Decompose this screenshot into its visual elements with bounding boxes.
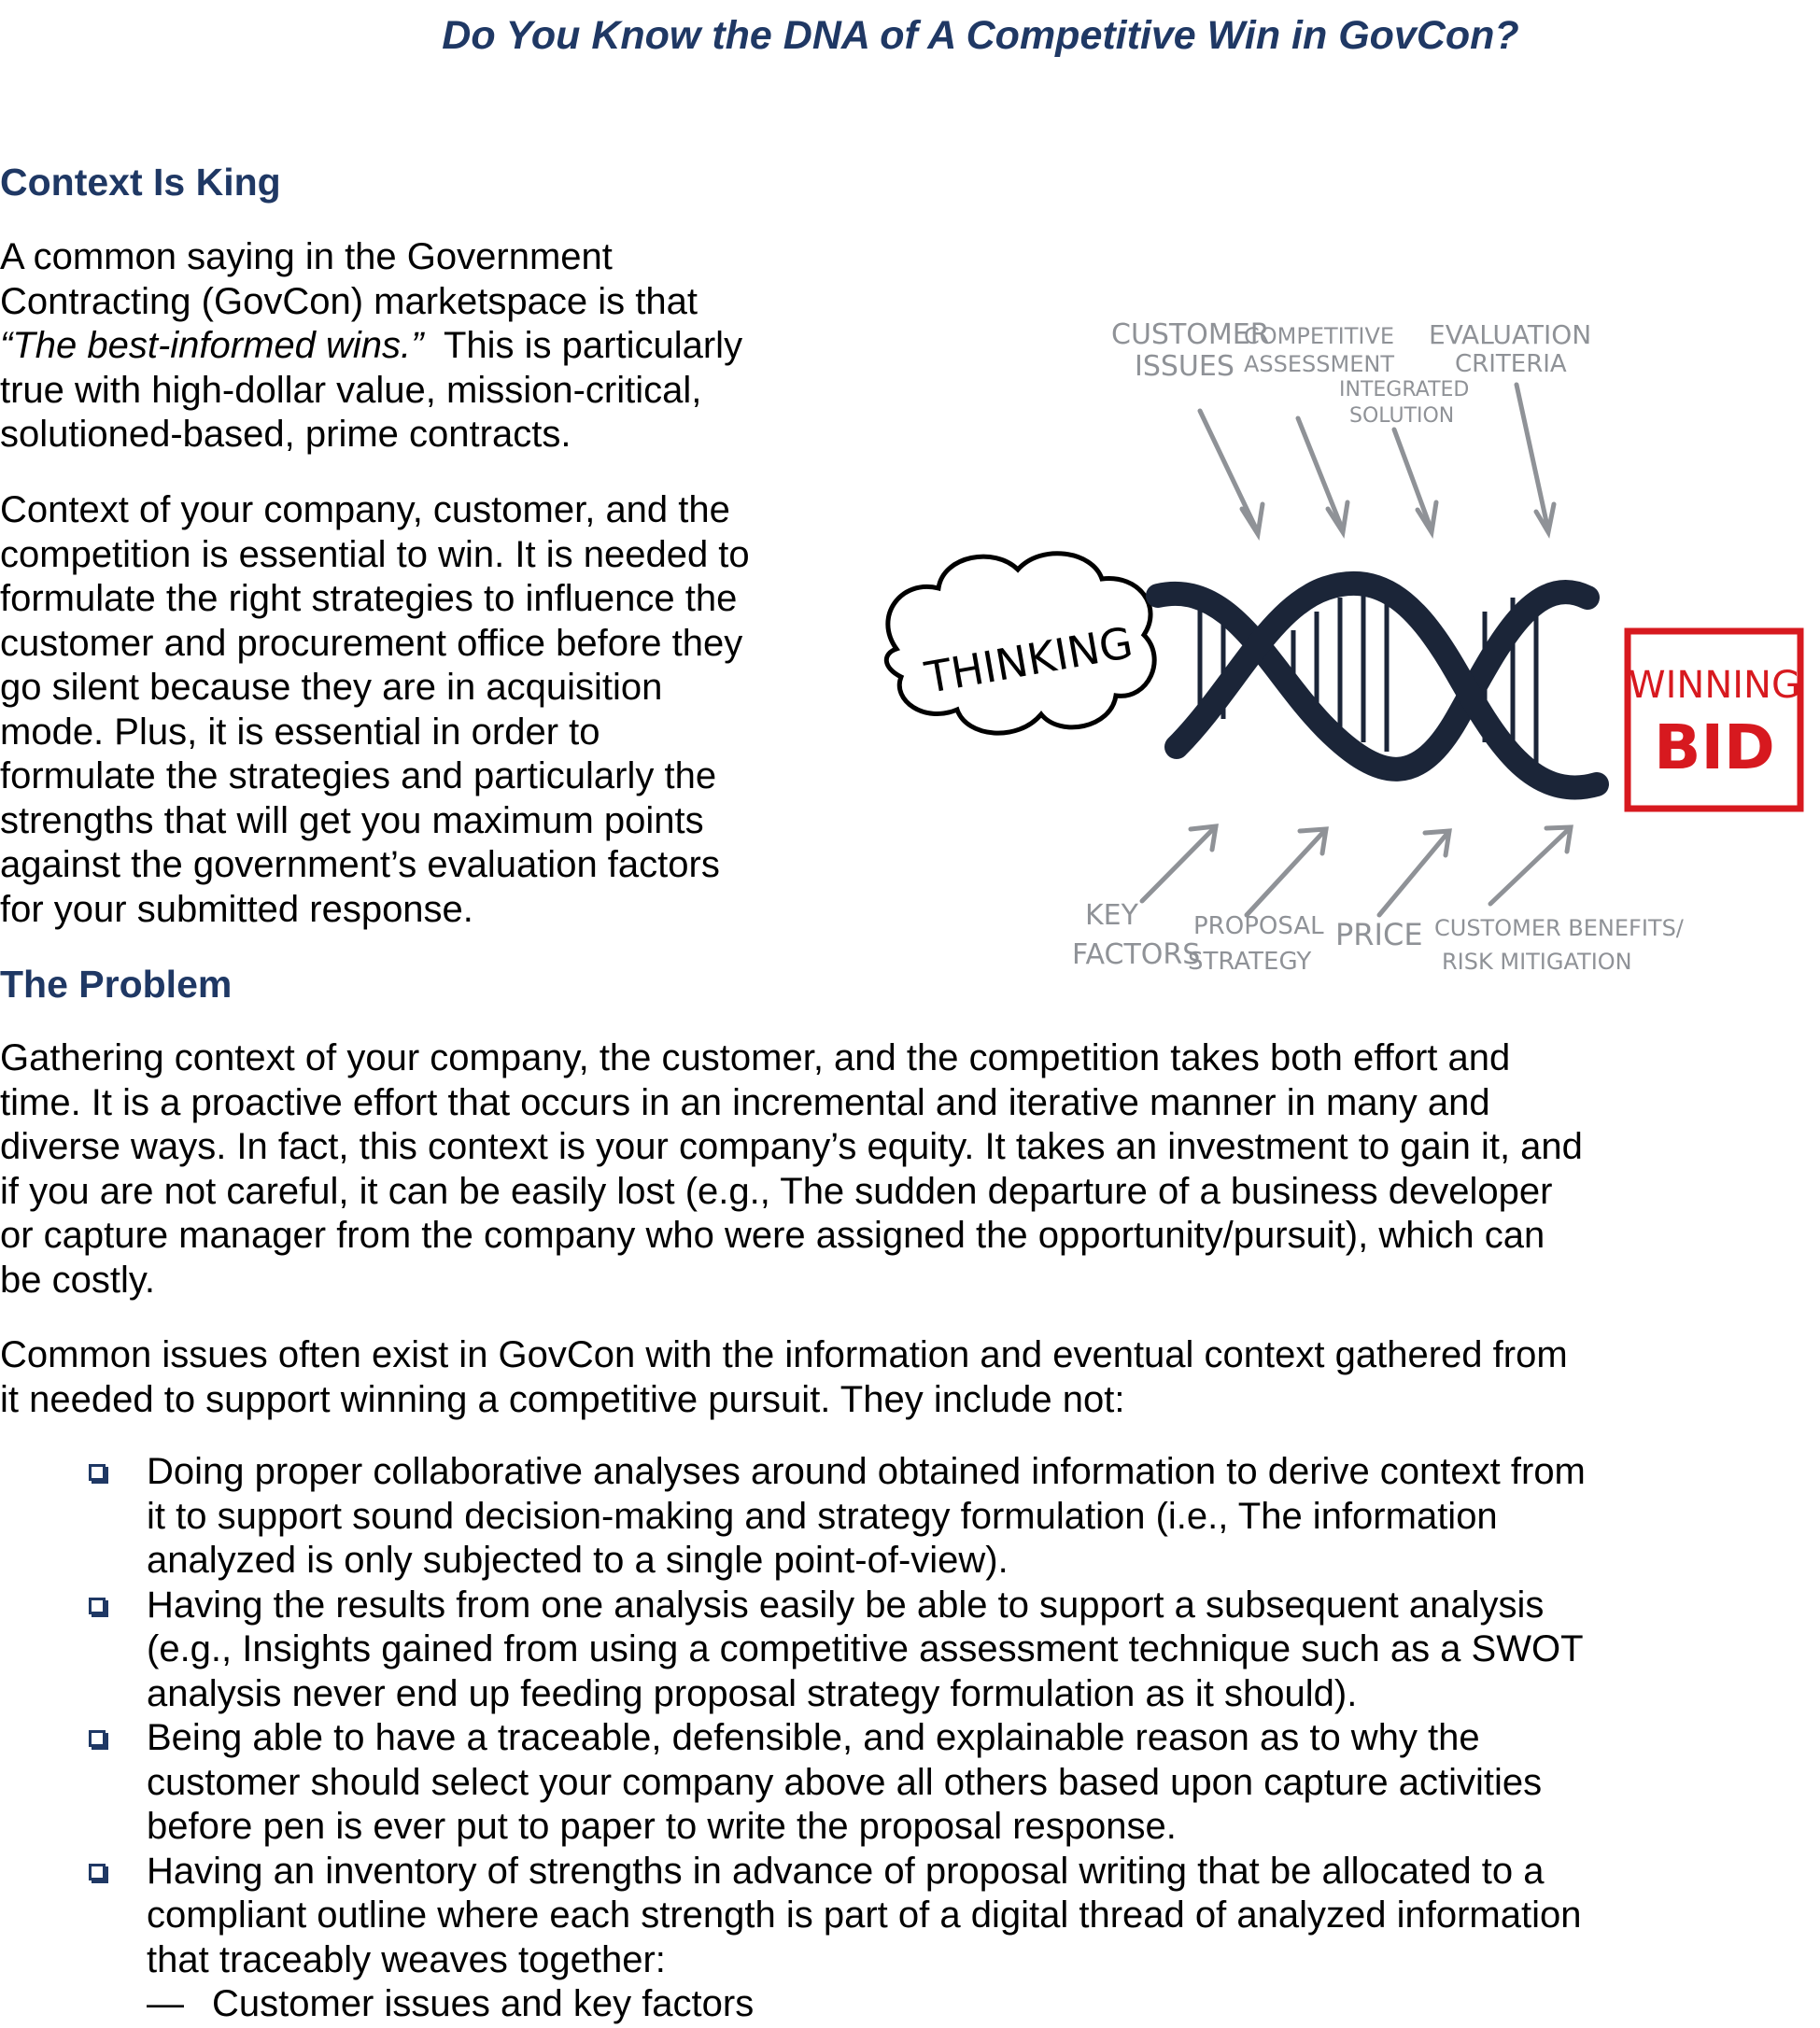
issues-bullet-list xyxy=(0,1450,1774,2027)
label-evaluation-criteria-line2: CRITERIA xyxy=(1455,350,1567,378)
list-item xyxy=(0,1450,1774,1584)
checkbox-bullet-icon xyxy=(89,1598,106,1614)
label-customer-benefits-line2: RISK MITIGATION xyxy=(1442,949,1632,975)
paragraph-problem-common-issues xyxy=(0,1333,1568,1422)
sub-list-item xyxy=(147,1982,1774,2027)
dna-illustration xyxy=(878,299,1812,1008)
label-competitive-assessment-line1: COMPETITIVE xyxy=(1244,323,1395,349)
text-line: if you are not careful, it can be easily lost (e.g., The sudden departure of a business developer xyxy=(0,1170,1553,1212)
checkbox-bullet-icon xyxy=(89,1464,106,1481)
label-customer-issues-line2: ISSUES xyxy=(1135,350,1234,383)
text-line: analyzed is only subjected to a single point-of-view). xyxy=(147,1540,1009,1581)
text-line: Customer issues and key factors xyxy=(212,1983,755,2024)
text-line: strengths that will get you maximum points xyxy=(0,799,704,841)
text-line: that traceably weaves together: xyxy=(147,1938,666,1980)
label-evaluation-criteria-line1: EVALUATION xyxy=(1429,319,1592,350)
text-line: analysis never end up feeding proposal strategy formulation as it should). xyxy=(147,1672,1358,1714)
label-thinking: THINKING xyxy=(921,616,1137,703)
label-price: PRICE xyxy=(1335,917,1423,952)
label-winning: WINNING xyxy=(1629,664,1800,707)
text-line: Having the results from one analysis easily be able to support a subsequent analysis xyxy=(147,1584,1545,1626)
text-line: mode. Plus, it is essential in order to xyxy=(0,711,600,753)
heading-the-problem: The Problem xyxy=(0,963,233,1006)
text-line: diverse ways. In fact, this context is your company’s equity. It takes an investment to gain it, and xyxy=(0,1126,1583,1167)
dash-bullet: — xyxy=(147,1983,184,2024)
label-customer-issues-line1: CUSTOMER xyxy=(1111,318,1270,351)
label-proposal-strategy-line2: STRATEGY xyxy=(1188,948,1312,976)
text-fragment: This is particularly xyxy=(423,325,743,366)
text-line: it needed to support winning a competitive pursuit. They include not: xyxy=(0,1378,1125,1420)
label-key-factors-line1: KEY xyxy=(1085,899,1138,932)
text-line: solutioned-based, prime contracts. xyxy=(0,414,571,455)
text-line: it to support sound decision-making and strategy formulation (i.e., The information xyxy=(147,1495,1498,1537)
checkbox-bullet-icon xyxy=(89,1730,106,1747)
heading-context-is-king: Context Is King xyxy=(0,161,281,204)
list-item xyxy=(0,1716,1774,1850)
label-bid: BID xyxy=(1654,711,1775,783)
text-line: Context of your company, customer, and the xyxy=(0,489,730,530)
arrow-down-icon xyxy=(1298,418,1343,530)
list-item xyxy=(0,1850,1774,2027)
text-line xyxy=(0,324,742,369)
text-line: Doing proper collaborative analyses around obtained information to derive context from xyxy=(147,1451,1586,1492)
text-line: A common saying in the Government xyxy=(0,236,613,277)
paragraph-context-intro xyxy=(0,235,742,458)
thinking-cloud xyxy=(886,554,1154,733)
text-line: for your submitted response. xyxy=(0,888,473,930)
arrow-up-icon xyxy=(1142,826,1216,901)
arrow-up-icon xyxy=(1379,831,1449,915)
text-line: be costly. xyxy=(0,1259,155,1301)
text-line: time. It is a proactive effort that occurs in an incremental and iterative manner in many and xyxy=(0,1081,1490,1123)
label-integrated-solution-line2: SOLUTION xyxy=(1349,404,1455,428)
text-line: formulate the strategies and particularly the xyxy=(0,755,717,796)
checkbox-bullet-icon xyxy=(89,1864,106,1880)
label-competitive-assessment-line2: ASSESSMENT xyxy=(1244,351,1395,377)
arrow-down-icon xyxy=(1517,385,1548,530)
paragraph-problem-gathering xyxy=(0,1036,1583,1303)
text-line: go silent because they are in acquisition xyxy=(0,667,663,708)
arrow-down-icon xyxy=(1200,411,1258,532)
label-proposal-strategy-line1: PROPOSAL xyxy=(1193,912,1324,940)
label-key-factors-line2: FACTORS xyxy=(1072,938,1201,971)
text-line: Having an inventory of strengths in advance of proposal writing that be allocated to a xyxy=(147,1850,1545,1892)
bottom-arrows xyxy=(1142,826,1571,915)
dna-illustration-svg xyxy=(878,299,1812,1008)
text-line: true with high-dollar value, mission-critical, xyxy=(0,369,702,411)
dna-helix-icon xyxy=(1158,584,1597,788)
text-line: competition is essential to win. It is needed to xyxy=(0,533,750,575)
arrow-up-icon xyxy=(1247,829,1326,915)
text-line: or capture manager from the company who were assigned the opportunity/pursuit), which can xyxy=(0,1215,1545,1256)
document-title: Do You Know the DNA of A Competitive Win in GovCon? xyxy=(442,13,1519,58)
text-line: compliant outline where each strength is part of a digital thread of analyzed information xyxy=(147,1894,1582,1936)
text-line: Being able to have a traceable, defensible, and explainable reason as to why the xyxy=(147,1717,1480,1758)
text-line: formulate the right strategies to influence the xyxy=(0,578,738,619)
text-line: Gathering context of your company, the customer, and the competition takes both effort and xyxy=(0,1037,1511,1078)
paragraph-context-essential xyxy=(0,488,750,932)
top-labels xyxy=(1111,318,1591,428)
arrow-up-icon xyxy=(1490,827,1571,904)
label-customer-benefits-line1: CUSTOMER BENEFITS/ xyxy=(1434,915,1684,941)
bottom-labels xyxy=(1072,899,1685,976)
quote-best-informed: “The best-informed wins.” xyxy=(0,325,424,366)
text-line: Contracting (GovCon) marketspace is that xyxy=(0,280,698,322)
text-line: customer should select your company above all others based upon capture activities xyxy=(147,1761,1543,1803)
list-item xyxy=(0,1584,1774,1717)
arrow-down-icon xyxy=(1394,430,1432,530)
text-line: customer and procurement office before they xyxy=(0,622,743,664)
text-line: before pen is ever put to paper to write the proposal response. xyxy=(147,1806,1177,1847)
text-line: (e.g., Insights gained from using a competitive assessment technique such as a SWOT xyxy=(147,1628,1584,1669)
text-line: Common issues often exist in GovCon with the information and eventual context gathered from xyxy=(0,1334,1568,1375)
label-integrated-solution-line1: INTEGRATED xyxy=(1339,378,1470,401)
winning-bid-box xyxy=(1628,631,1800,809)
text-line: against the government’s evaluation factors xyxy=(0,844,720,885)
